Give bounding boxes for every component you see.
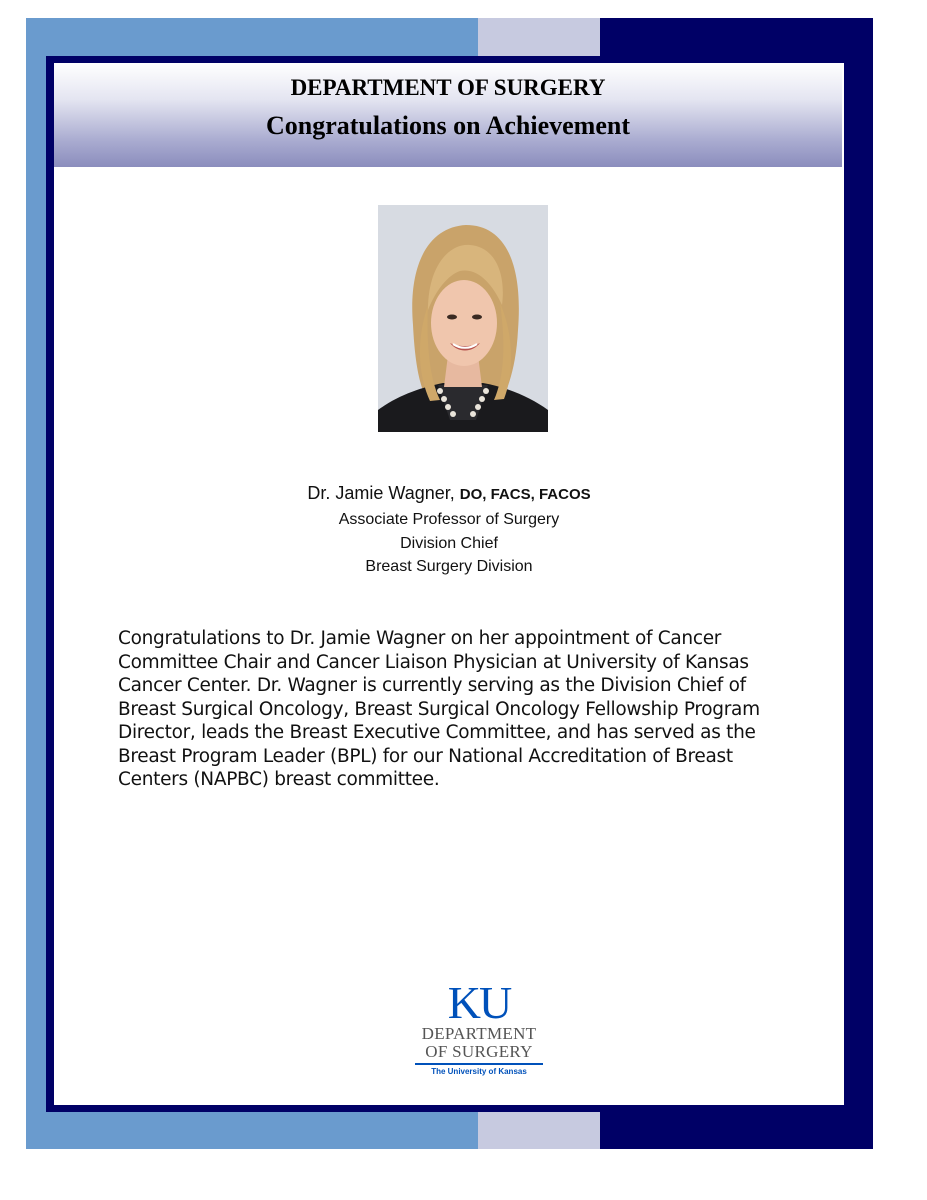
logo-divider: [415, 1063, 543, 1065]
logo-university: The University of Kansas: [431, 1067, 527, 1076]
honoree-division: Breast Surgery Division: [365, 558, 533, 575]
flyer-page: [54, 63, 844, 1105]
header-banner: [54, 63, 842, 167]
headline: Congratulations on Achievement: [266, 111, 630, 140]
honoree-role: Division Chief: [400, 535, 498, 552]
honoree-name: Dr. Jamie Wagner,: [307, 483, 455, 503]
logo-line-surgery: OF SURGERY: [425, 1042, 533, 1061]
department-title: DEPARTMENT OF SURGERY: [290, 75, 606, 100]
ku-logo-mark: KU: [447, 977, 511, 1028]
portrait-photo: [378, 205, 548, 432]
honoree-credentials: DO, FACS, FACOS: [459, 486, 591, 503]
honoree-name-line: [54, 483, 844, 504]
announcement-paragraph: Congratulations to Dr. Jamie Wagner on her appointment of Cancer Committee Chair and Cancer Liaison Physician at University of Kansas Cancer Center. Dr. Wagner is currently serving as the Division Chief of Breast Surgical Oncology, Breast Surgical Oncology Fellowship Program Director, leads the Breast Executive Committee, and has served as the Breast Program Leader (BPL) for our National Accreditation of Breast Centers (NAPBC) breast committee.: [118, 628, 760, 790]
ku-surgery-logo: [409, 977, 549, 1076]
logo-line-department: DEPARTMENT: [421, 1024, 537, 1043]
honoree-title: Associate Professor of Surgery: [338, 511, 560, 528]
